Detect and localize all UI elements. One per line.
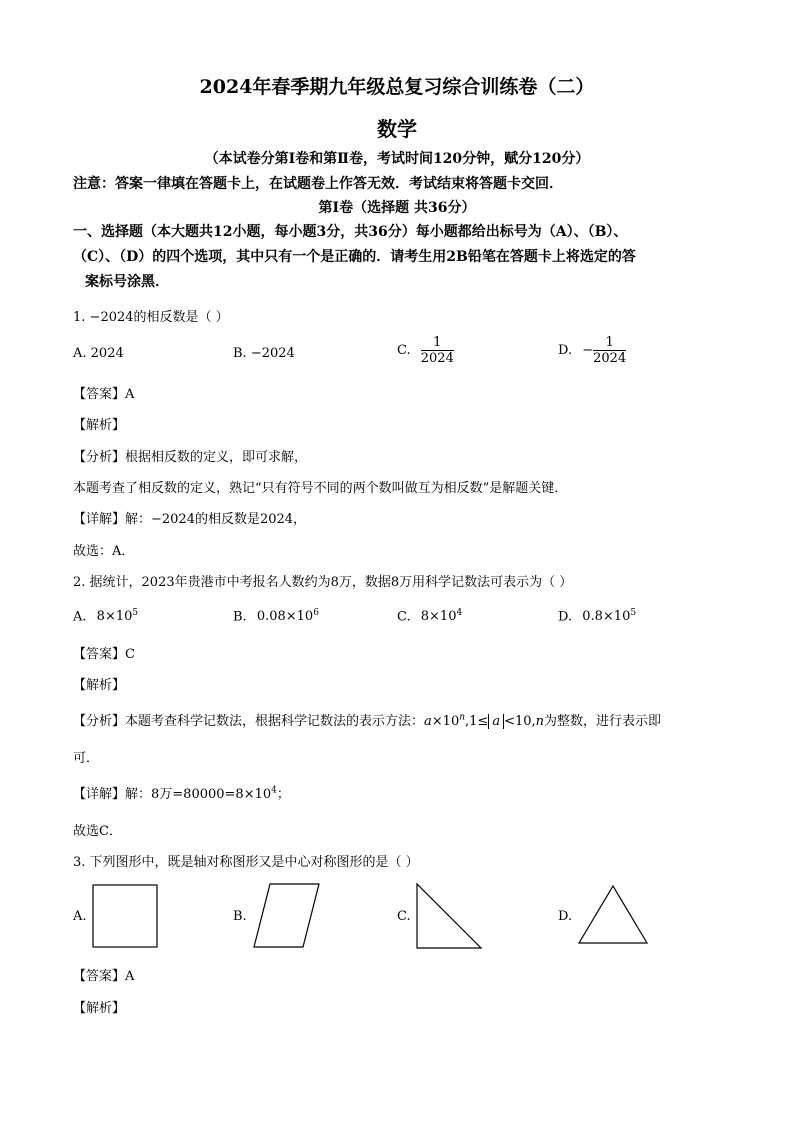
equilateral-triangle-shape — [579, 886, 647, 943]
q2-option-d-base: 0.8×10 — [582, 609, 631, 625]
q2-option-a-label: A. — [73, 609, 87, 625]
q2-detail-text: 【详解】解：8万 — [73, 787, 173, 802]
q1-detail: 【详解】解：−2024的相反数是2024， — [73, 512, 307, 527]
parallelogram-shape — [254, 884, 319, 947]
q1-option-d-numerator: 1 — [593, 335, 626, 351]
q2-analysis — [73, 710, 661, 729]
q1-option-d-label: D. — [558, 343, 573, 358]
exam-note: （本试卷分第Ⅰ卷和第Ⅱ卷，考试时间120分钟，赋分120分） — [204, 151, 590, 167]
q3-stem: 3. 下列图形中，既是轴对称图形又是中心对称图形的是（ ） — [73, 855, 419, 870]
q2-option-a — [73, 608, 138, 624]
q2-answer: 【答案】C — [73, 647, 135, 662]
q1-option-b-value: −2024 — [250, 346, 295, 361]
q2-detail-equation: =80000=8×10 — [172, 787, 272, 802]
q2-formula-a: a — [424, 714, 432, 729]
q1-option-d-fraction — [593, 335, 626, 366]
q1-option-d-sign: − — [582, 343, 594, 358]
q2-option-b-exponent: 6 — [313, 608, 319, 618]
q2-option-a-base: 8×10 — [96, 609, 133, 625]
q1-option-c-denominator: 2024 — [420, 351, 454, 366]
q2-formula-n-2: n — [535, 714, 545, 729]
q3-option-a-label: A. — [73, 909, 87, 924]
instruction-line-3: 案标号涂黑． — [85, 274, 169, 290]
q3-square-figure — [92, 884, 160, 950]
q3-option-c-label: C. — [397, 909, 411, 924]
q1-number: 1. — [73, 310, 86, 325]
q2-option-d-exponent: 5 — [630, 608, 637, 618]
q2-option-c-label: C. — [397, 609, 411, 625]
q1-option-b — [233, 346, 295, 361]
q1-value: −2024 — [89, 310, 134, 325]
q2-detail-exponent: 4 — [271, 785, 277, 796]
q3-analysis-heading: 【解析】 — [73, 1001, 126, 1016]
q3-option-d-label: D. — [558, 909, 573, 924]
q2-detail — [73, 783, 290, 802]
section-title: 第Ⅰ卷（选择题 共36分） — [318, 200, 476, 216]
q2-analysis-text: 【分析】本题考查科学记数法，根据科学记数法的表示方法： — [73, 714, 425, 729]
q2-formula-range: ,1≤ — [465, 714, 489, 729]
q2-option-b — [233, 608, 319, 624]
q2-choice: 故选C． — [73, 824, 122, 839]
q2-analysis-continued: 可． — [73, 751, 100, 766]
q3-option-b-label: B. — [233, 909, 247, 924]
q1-answer: 【答案】A — [73, 387, 135, 402]
q2-formula-abs-a: a — [488, 714, 504, 729]
q2-option-b-label: B. — [233, 609, 247, 625]
right-triangle-shape — [417, 884, 481, 948]
instruction-line-2: （C）、（D）的四个选项，其中只有一个是正确的．请考生用2B铅笔在答题卡上将选定的答 — [73, 249, 636, 265]
q2-option-a-exponent: 5 — [132, 608, 139, 618]
square-shape — [93, 885, 157, 947]
q1-option-c — [397, 335, 454, 366]
q2-formula-n: n — [459, 712, 466, 723]
exam-title: 2024年春季期九年级总复习综合训练卷（二） — [199, 76, 595, 98]
q3-answer: 【答案】A — [73, 969, 135, 984]
q2-analysis-tail: 为整数，进行表示即 — [544, 714, 662, 729]
q1-analysis-2: 本题考查了相反数的定义，熟记“只有符号不同的两个数叫做互为相反数”是解题关键． — [73, 481, 568, 496]
notice-line: 注意：答案一律填在答题卡上，在试题卷上作答无效．考试结束将答题卡交回． — [73, 176, 563, 192]
q2-detail-end: ； — [276, 787, 290, 802]
q2-option-b-base: 0.08×10 — [256, 609, 314, 625]
q1-analysis: 【分析】根据相反数的定义，即可求解， — [73, 450, 308, 465]
q2-option-c-base: 8×10 — [420, 609, 457, 625]
q2-analysis-heading: 【解析】 — [73, 678, 126, 693]
q1-stem-text: 的相反数是（ ） — [133, 310, 229, 325]
q1-option-c-numerator: 1 — [421, 335, 454, 351]
q1-stem — [73, 306, 229, 325]
q2-formula-range-2: <10, — [504, 714, 536, 729]
q3-parallelogram-figure — [252, 882, 322, 950]
q1-option-d — [558, 335, 626, 366]
q1-option-d-denominator: 2024 — [593, 351, 627, 366]
q2-option-d — [558, 608, 636, 624]
q3-right-triangle-figure — [415, 882, 485, 952]
q2-option-c-exponent: 4 — [456, 608, 463, 618]
subject-title: 数学 — [377, 117, 417, 141]
q2-option-c — [397, 608, 462, 624]
q1-option-c-label: C. — [397, 343, 411, 358]
q2-formula-times: ×10 — [431, 714, 460, 729]
instruction-line-1: 一、选择题（本大题共12小题，每小题3分，共36分）每小题都给出标号为（A）、（B）、 — [73, 224, 628, 240]
q2-stem: 2. 据统计，2023年贵港市中考报名人数约为8万，数据8万用科学记数法可表示为（ ） — [73, 575, 573, 590]
q1-option-c-fraction — [421, 335, 454, 366]
q1-choice: 故选：A． — [73, 544, 135, 559]
q1-analysis-heading: 【解析】 — [73, 418, 126, 433]
q1-option-a: A. 2024 — [73, 346, 124, 361]
q3-triangle-figure — [577, 884, 649, 946]
q1-option-b-label: B. — [233, 346, 247, 361]
q2-option-d-label: D. — [558, 609, 573, 625]
